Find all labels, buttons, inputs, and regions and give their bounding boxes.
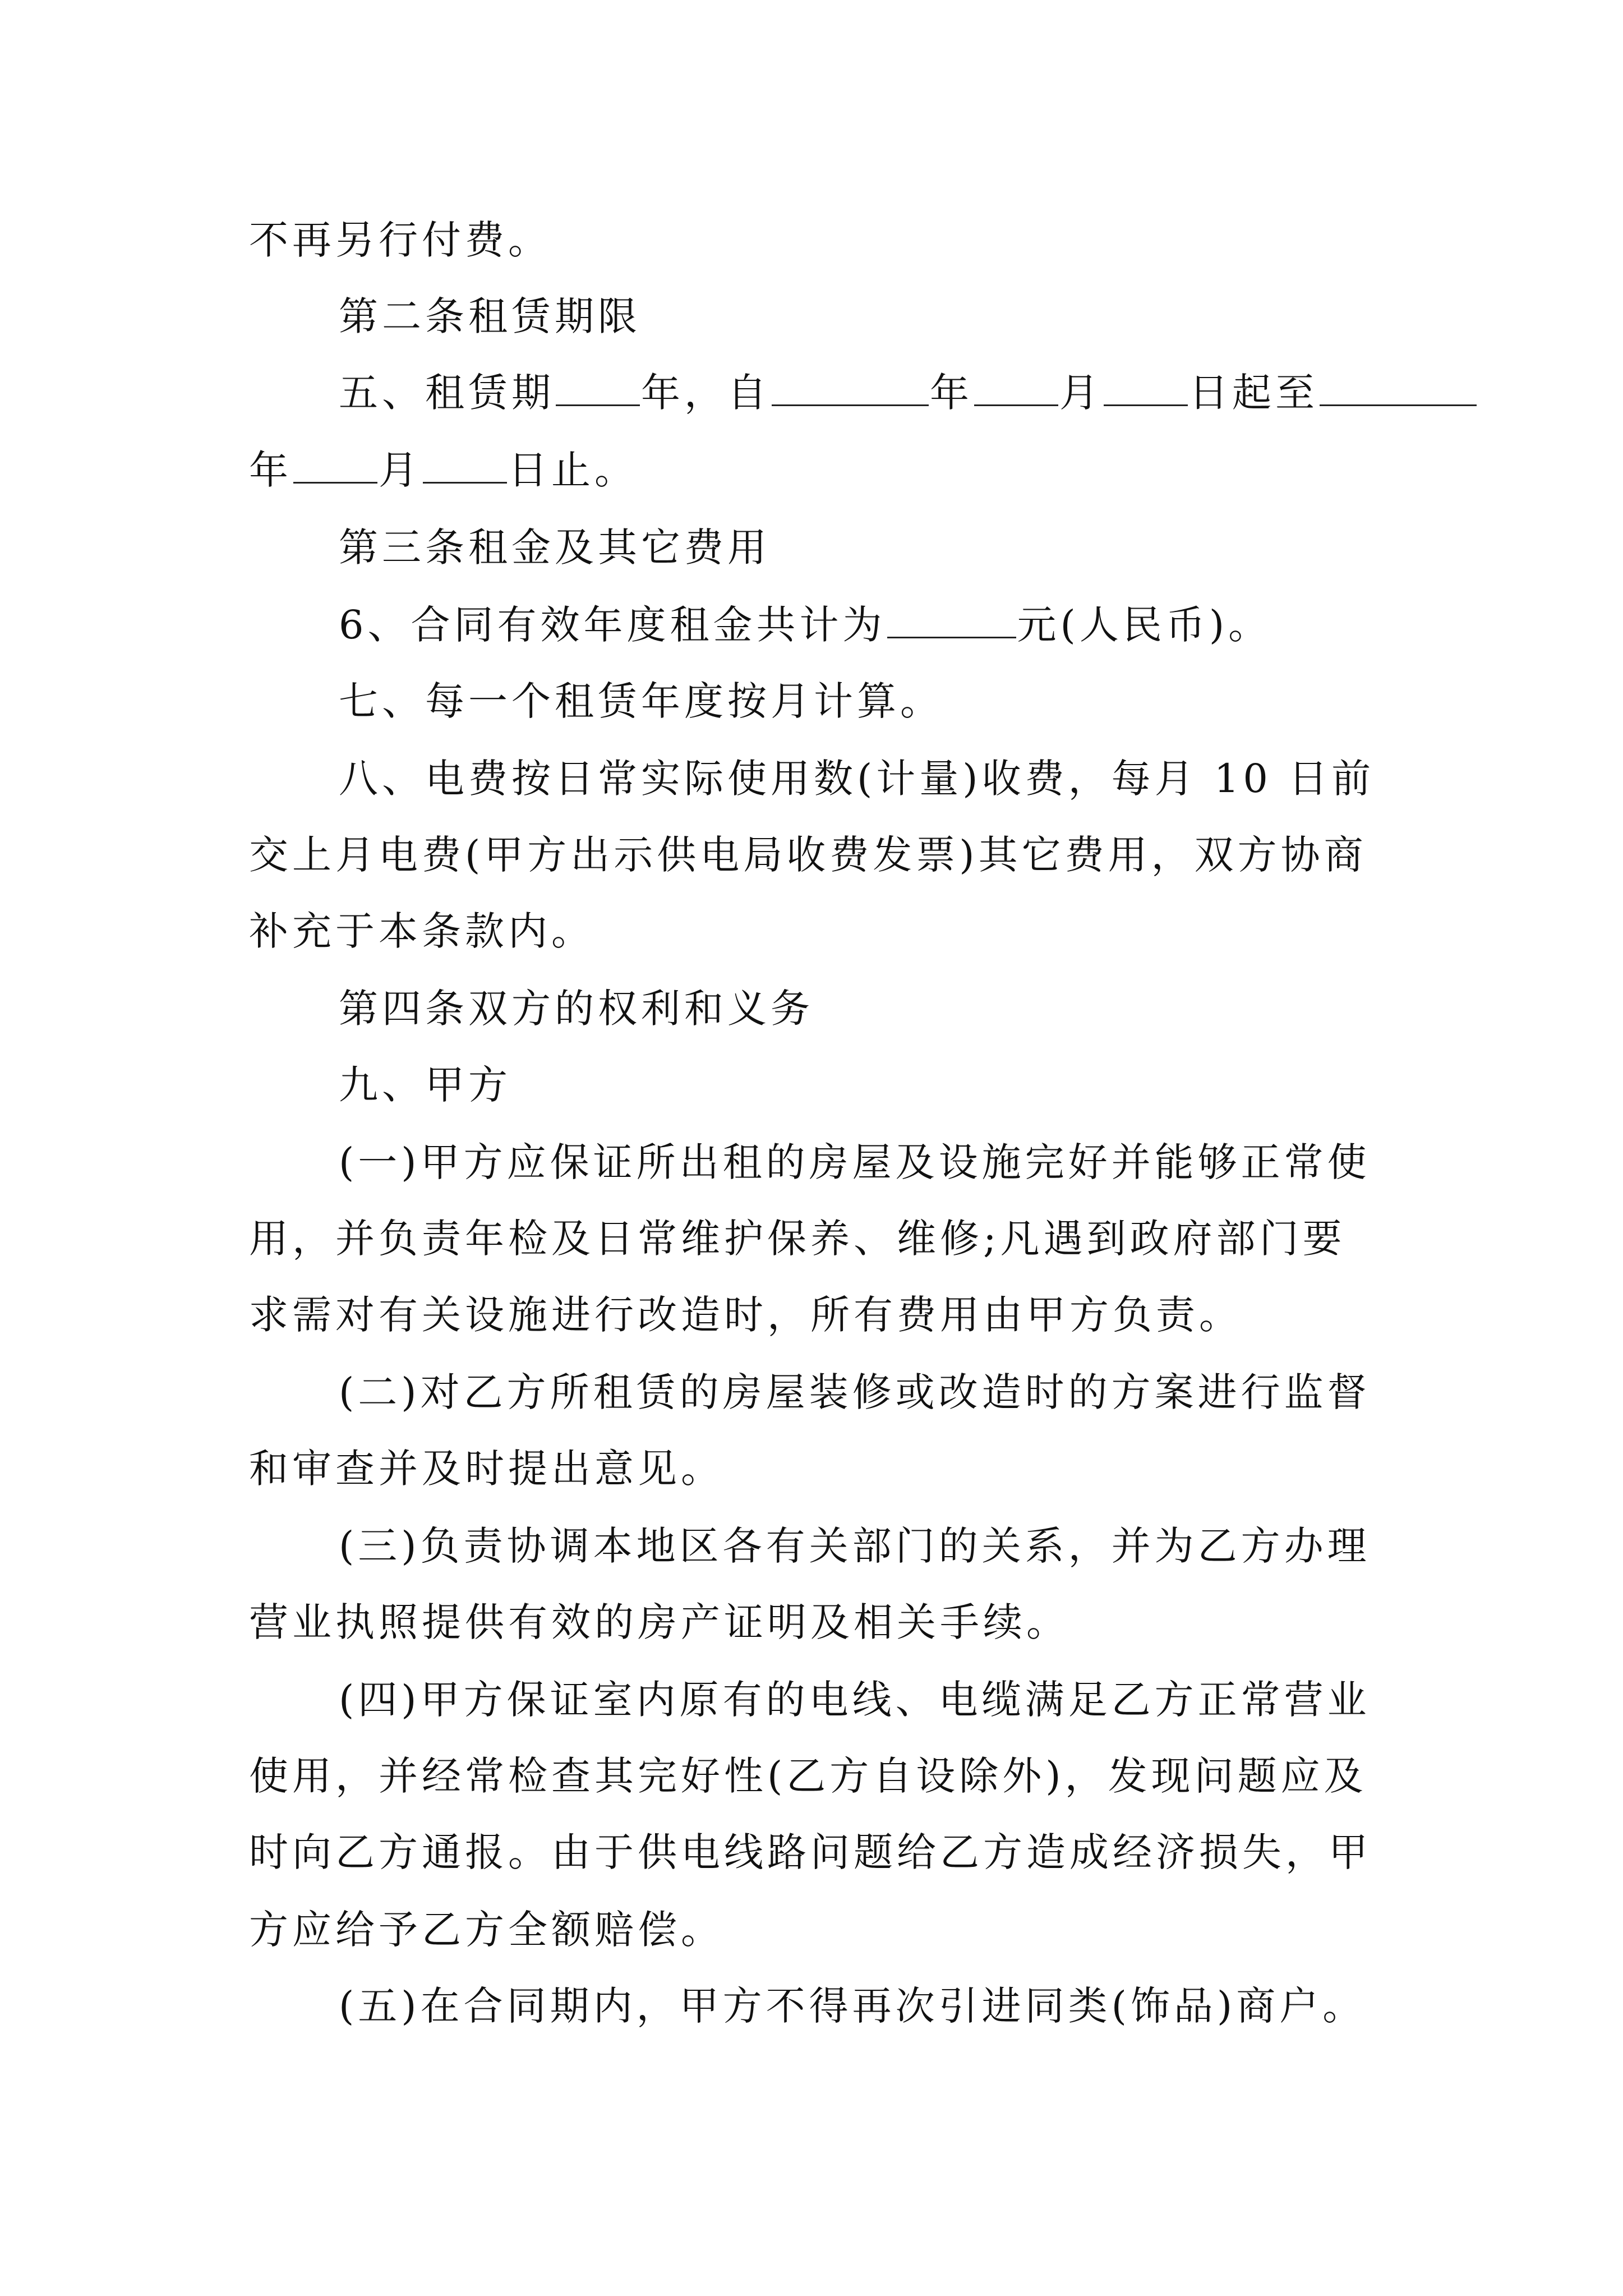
- text-fragment: 月: [1059, 370, 1103, 416]
- text-line: 八、电费按日常实际使用数(计量)收费，每月 10 日前: [339, 756, 1375, 802]
- fill-blank-end-day: [423, 447, 507, 484]
- text-line: (二)对乙方所租赁的房屋装修或改造时的方案进行监督: [339, 1369, 1371, 1415]
- text-line: 营业执照提供有效的房产证明及相关手续。: [249, 1599, 1069, 1645]
- text-line: 七、每一个租赁年度按月计算。: [339, 678, 943, 724]
- text-fragment: 五、租赁期: [339, 370, 555, 416]
- text-line: (三)负责协调本地区各有关部门的关系，并为乙方办理: [339, 1523, 1371, 1569]
- text-line: 用，并负责年检及日常维护保养、维修;凡遇到政府部门要: [249, 1216, 1346, 1262]
- text-fragment: 年: [930, 370, 973, 416]
- fill-blank-rent-amount: [887, 602, 1016, 638]
- text-fragment: 年: [249, 447, 292, 493]
- fill-blank-years: [556, 370, 640, 406]
- text-fragment: 年，自: [641, 370, 771, 416]
- text-line: 交上月电费(甲方出示供电局收费发票)其它费用，双方协商: [249, 832, 1367, 878]
- text-line: 方应给予乙方全额赔偿。: [249, 1907, 724, 1953]
- text-line: 补充于本条款内。: [249, 908, 594, 954]
- text-line: (四)甲方保证室内原有的电线、电缆满足乙方正常营业: [339, 1677, 1371, 1723]
- text-fragment: 元(人民币)。: [1017, 602, 1272, 648]
- text-fragment: 日止。: [508, 447, 638, 493]
- rent-total-line: [339, 598, 1271, 652]
- lease-term-line-end: [249, 443, 638, 497]
- fill-blank-start-month: [974, 370, 1058, 406]
- text-line: 九、甲方: [339, 1062, 511, 1108]
- fill-blank-end-year: [1320, 370, 1477, 406]
- text-line: 时向乙方通报。由于供电线路问题给乙方造成经济损失，甲: [249, 1829, 1372, 1875]
- text-fragment: 6、合同有效年度租金共计为: [339, 602, 886, 648]
- text-fragment: 日起至: [1189, 370, 1318, 416]
- section-heading: 第四条双方的权利和义务: [339, 986, 814, 1032]
- text-line: 求需对有关设施进行改造时，所有费用由甲方负责。: [249, 1292, 1242, 1338]
- lease-term-line: [339, 366, 1478, 420]
- text-line: (五)在合同期内，甲方不得再次引进同类(饰品)商户。: [339, 1983, 1366, 2029]
- section-heading: 第二条租赁期限: [339, 293, 641, 339]
- text-line: 不再另行付费。: [249, 217, 551, 263]
- text-line: (一)甲方应保证所出租的房屋及设施完好并能够正常使: [339, 1139, 1371, 1185]
- section-heading: 第三条租金及其它费用: [339, 524, 771, 570]
- fill-blank-start-year: [772, 370, 929, 406]
- text-line: 和审查并及时提出意见。: [249, 1446, 724, 1492]
- text-line: 使用，并经常检查其完好性(乙方自设除外)，发现问题应及: [249, 1753, 1367, 1799]
- text-fragment: 月: [379, 447, 422, 493]
- fill-blank-start-day: [1104, 370, 1188, 406]
- fill-blank-end-month: [293, 447, 377, 484]
